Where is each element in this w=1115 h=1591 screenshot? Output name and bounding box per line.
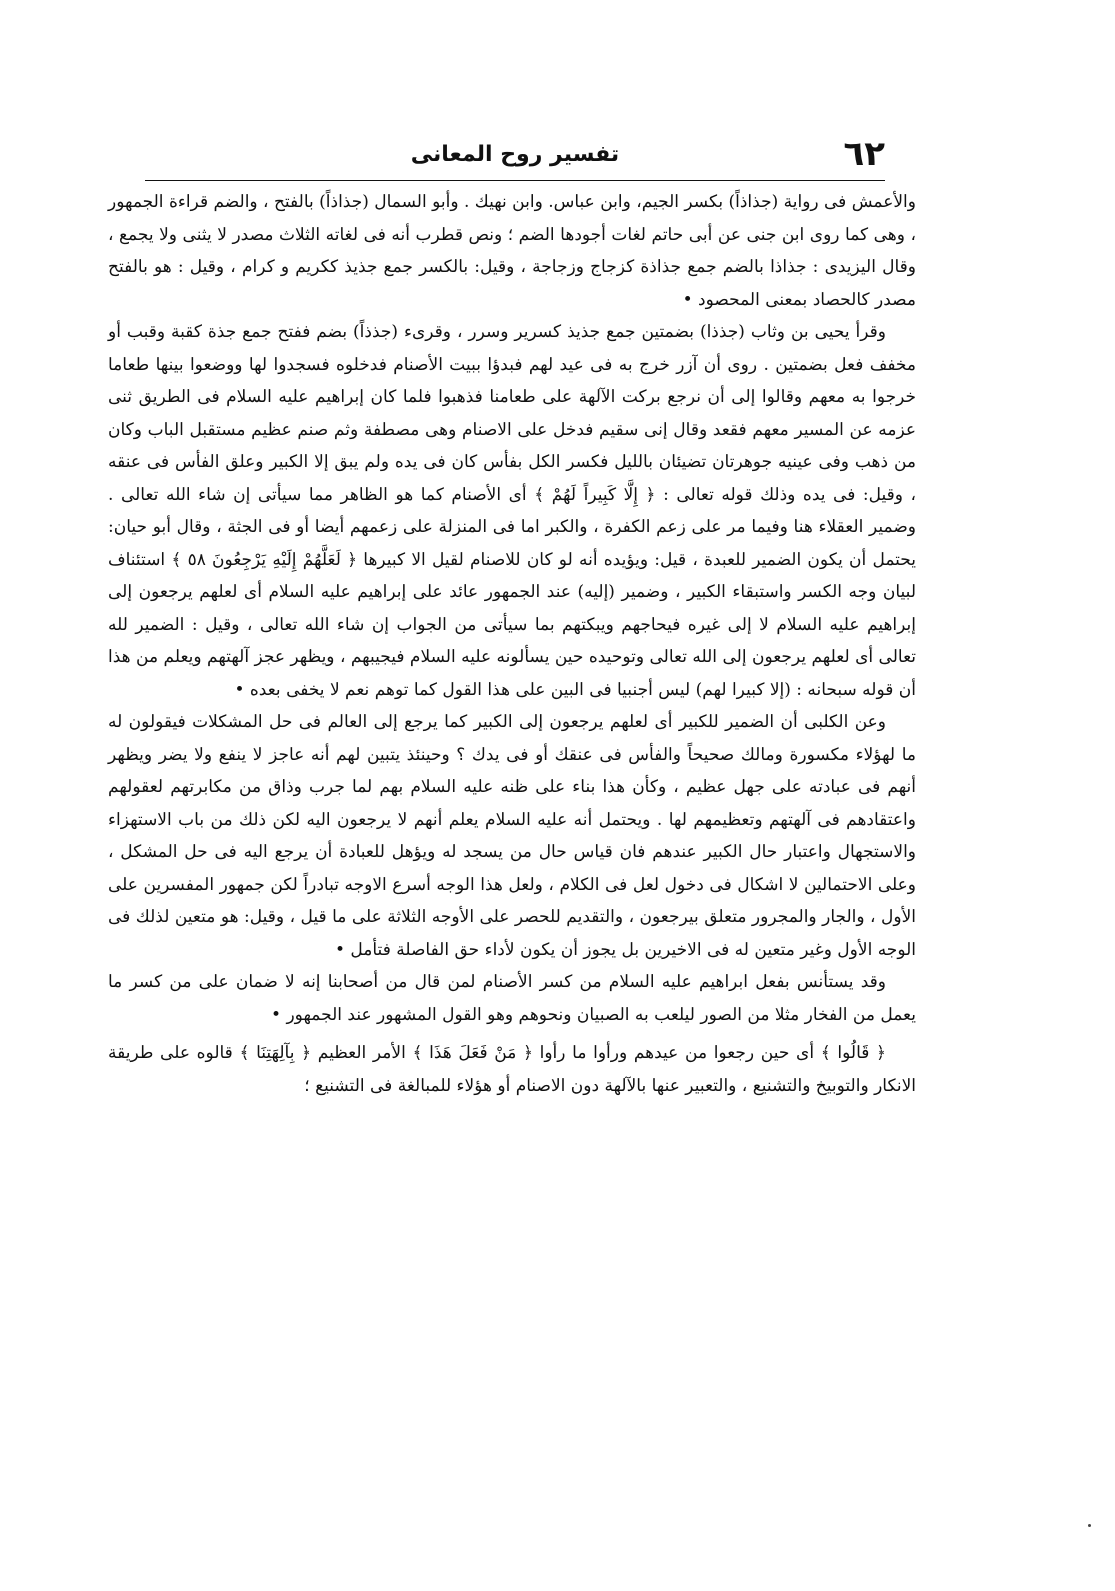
running-title: تفسير روح المعانى <box>410 142 620 167</box>
body-text <box>108 186 916 1102</box>
paragraph-1: والأعمش فى رواية (جذاذاً) بكسر الجيم، وابن عباس. وابن نهيك . وأبو السمال (جذاذاً) بالفتح ، والضم قراءة الجمهور ، وهى كما روى ابن جنى عن أبى حاتم لغات أجودها الضم ؛ ونص قطرب أنه فى لغاته الثلاث مصدر لا يثنى ولا يجمع ، وقال اليزيدى : جذاذا بالضم جمع جذاذة كزجاج وزجاجة ، وقيل: بالكسر جمع جذيذ ككريم و كرام ، وقيل : هو بالفتح مصدر كالحصاد بمعنى المحصود • <box>108 192 916 310</box>
paragraph-3: وعن الكلبى أن الضمير للكبير أى لعلهم يرجعون إلى الكبير كما يرجع إلى العالم فى حل المشكلات فيقولون له ما لهؤلاء مكسورة ومالك صحيحاً والفأس فى عنقك أو فى يدك ؟ وحينئذ يتبين لهم أنه عاجز لا ينفع ولا يضر ويظهر أنهم فى عبادته على جهل عظيم ، وكأن هذا بناء على ظنه عليه السلام بهم لما جرب وذاق من مكابرتهم لعقولهم واعتقادهم فى آلهتهم وتعظيمهم لها . ويحتمل أنه عليه السلام يعلم أنهم لا يرجعون اليه لكن ذلك من باب الاستهزاء والاستجهال واعتبار حال الكبير عندهم فان قياس حال من يسجد له ويؤهل للعبادة أن يرجع اليه فى حل المشكل ، وعلى الاحتمالين لا اشكال فى دخول لعل فى الكلام ، ولعل هذا الوجه أسرع الاوجه تبادراً لكن جمهور المفسرين على الأول ، والجار والمجرور متعلق بيرجعون ، والتقديم للحصر على الأوجه الثلاثة على ما قيل ، وقيل: هو متعين لذلك فى الوجه الأول وغير متعين له فى الاخيرين بل يجوز أن يكون لأداء حق الفاصلة فتأمل • <box>108 712 916 960</box>
paragraph-5: ﴿ قَالُوا ﴾ أى حين رجعوا من عيدهم ورأوا ما رأوا ﴿ مَنْ فَعَلَ هَذَا ﴾ الأمر العظيم ﴿ بِآلِهَتِنَا ﴾ قالوه على طريقة الانكار والتوبيخ والتشنيع ، والتعبير عنها بالآلهة دون الاصنام أو هؤلاء للمبالغة فى التشنيع ؛ <box>108 1043 916 1096</box>
paragraph-2: وقرأ يحيى بن وثاب (جذذا) بضمتين جمع جذيذ كسرير وسرر ، وقرىء (جذذاً) بضم ففتح جمع جذة كقبة وقبب أو مخفف فعل بضمتين . روى أن آزر خرج به فى عيد لهم فبدؤا ببيت الأصنام فدخلوه فسجدوا لها ووضعوا بينها طعاما خرجوا به معهم وقالوا إلى أن نرجع بركت الآلهة على طعامنا فذهبوا فلما كان إبراهيم عليه السلام فى الطريق ثنى عزمه عن المسير معهم فقعد وقال إنى سقيم فدخل على الاصنام وهى مصطفة وثم صنم عظيم مستقبل الباب وكان من ذهب وفى عينيه جوهرتان تضيئان بالليل فكسر الكل بفأس كان فى يده ولم يبق إلا الكبير وعلق الفأس فى عنقه ، وقيل: فى يده وذلك قوله تعالى : ﴿ إِلَّا كَبِيراً لَهُمْ ﴾ أى الأصنام كما هو الظاهر مما سيأتى إن شاء الله تعالى . وضمير العقلاء هنا وفيما مر على زعم الكفرة ، والكبر اما فى المنزلة على زعمهم أيضا أو فى الجثة ، وقال أبو حيان: يحتمل أن يكون الضمير للعبدة ، قيل: ويؤيده أنه لو كان للاصنام لقيل الا كبيرها ﴿ لَعَلَّهُمْ إِلَيْهِ يَرْجِعُونَ ٥٨ ﴾ استئناف لبيان وجه الكسر واستبقاء الكبير ، وضمير (إليه) عند الجمهور عائد على إبراهيم عليه السلام أى لعلهم يرجعون إلى إبراهيم عليه السلام لا إلى غيره فيحاجهم ويبكتهم بما سيأتى من الجواب إن شاء الله تعالى ، وقيل : الضمير لله تعالى أى لعلهم يرجعون إلى الله تعالى وتوحيده حين يسألونه عليه السلام فيجيبهم ، ويظهر عجز آلهتهم ويعلم من هذا أن قوله سبحانه : (إلا كبيرا لهم) ليس أجنبيا فى البين على هذا القول كما توهم نعم لا يخفى بعده • <box>108 322 916 700</box>
scan-speck <box>1088 1524 1091 1527</box>
header-rule <box>145 180 885 181</box>
page-header <box>145 134 885 178</box>
page-number: ٦٢ <box>843 134 885 174</box>
paragraph-4: وقد يستأنس بفعل ابراهيم عليه السلام من كسر الأصنام لمن قال من أصحابنا إنه لا ضمان على من كسر ما يعمل من الفخار مثلا من الصور ليلعب به الصبيان ونحوهم وهو القول المشهور عند الجمهور • <box>108 972 916 1025</box>
